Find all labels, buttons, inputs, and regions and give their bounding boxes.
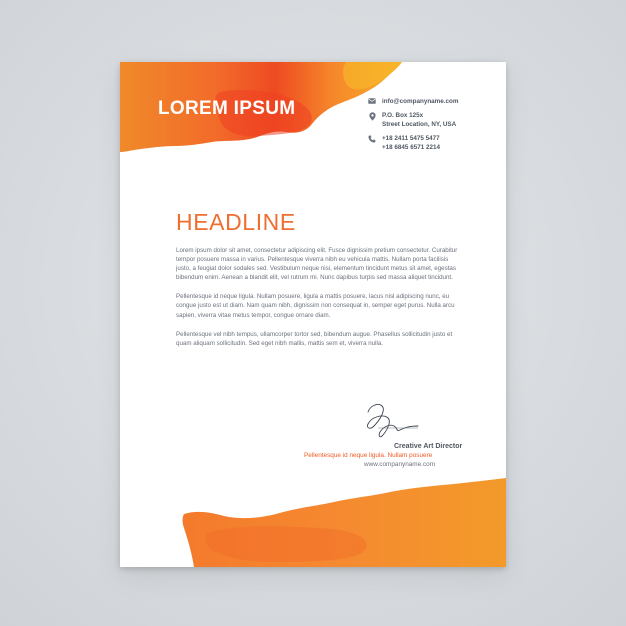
- body-paragraph-2: Pellentesque id neque ligula. Nullam posuere, ligula a mattis posuere, lacus nisl adipiscing nunc, eu congue justo est ut diam. Nam quam nibh, dignissim non consequat in, semper eget purus. Nulla arcu sapien, viverra vitae metus tempor, congue ornare diam.: [176, 293, 455, 319]
- top-ink-light: [343, 62, 402, 89]
- signer-title: Creative Art Director: [394, 443, 463, 450]
- contact-phone2: +18 6845 6571 2214: [382, 143, 440, 151]
- handwritten-signature: [360, 398, 420, 442]
- contact-address-row: [366, 112, 506, 129]
- contact-info: [366, 98, 506, 158]
- contact-phone-row: [366, 135, 506, 152]
- map-pin-icon: [366, 112, 378, 121]
- letter-body: [176, 246, 458, 358]
- company-website[interactable]: www.companyname.com: [364, 461, 436, 468]
- contact-address-line1: P.O. Box 125x: [382, 112, 424, 120]
- contact-email[interactable]: info@companyname.com: [382, 98, 459, 105]
- letterhead-page: [120, 62, 506, 567]
- signer-subtitle: Pellentesque id neque ligula. Nullam posuere: [304, 452, 433, 459]
- body-paragraph-1: Lorem ipsum dolor sit amet, consectetur adipiscing elit. Fusce dignissim pretium consectetur. Curabitur tempor posuere massa in varius. Pellentesque viverra nibh eu vehicula mattis. Nullam porta facilisis justo, a feugiat dolor sodales sed. Vestibulum neque nisi, elementum tincidunt metus sit amet, egestas bibendum enim. Aenean a blandit elit, vel rutrum mi. Nunc dapibus turpis sed massa aliquet tincidunt.: [176, 247, 458, 282]
- phone-icon: [366, 135, 378, 143]
- signature-block: [304, 442, 504, 469]
- envelope-icon: [366, 98, 378, 104]
- body-paragraph-3: Pellentesque vel nibh tempus, ullamcorper tortor sed, bibendum augue. Phasellus sollicitudin justo et quam aliquam sollicitudin. Sed eget nibh mallis, mattis sem et, viverra nulla.: [176, 330, 453, 347]
- contact-email-row: [366, 98, 506, 106]
- contact-phone1: +18 2411 5475 5477: [382, 135, 440, 143]
- contact-address-line2: Street Location, NY, USA: [382, 120, 457, 128]
- bottom-ink-accent: [205, 526, 366, 562]
- headline: HEADLINE: [176, 209, 296, 235]
- company-logo-text: LOREM IPSUM: [158, 98, 296, 119]
